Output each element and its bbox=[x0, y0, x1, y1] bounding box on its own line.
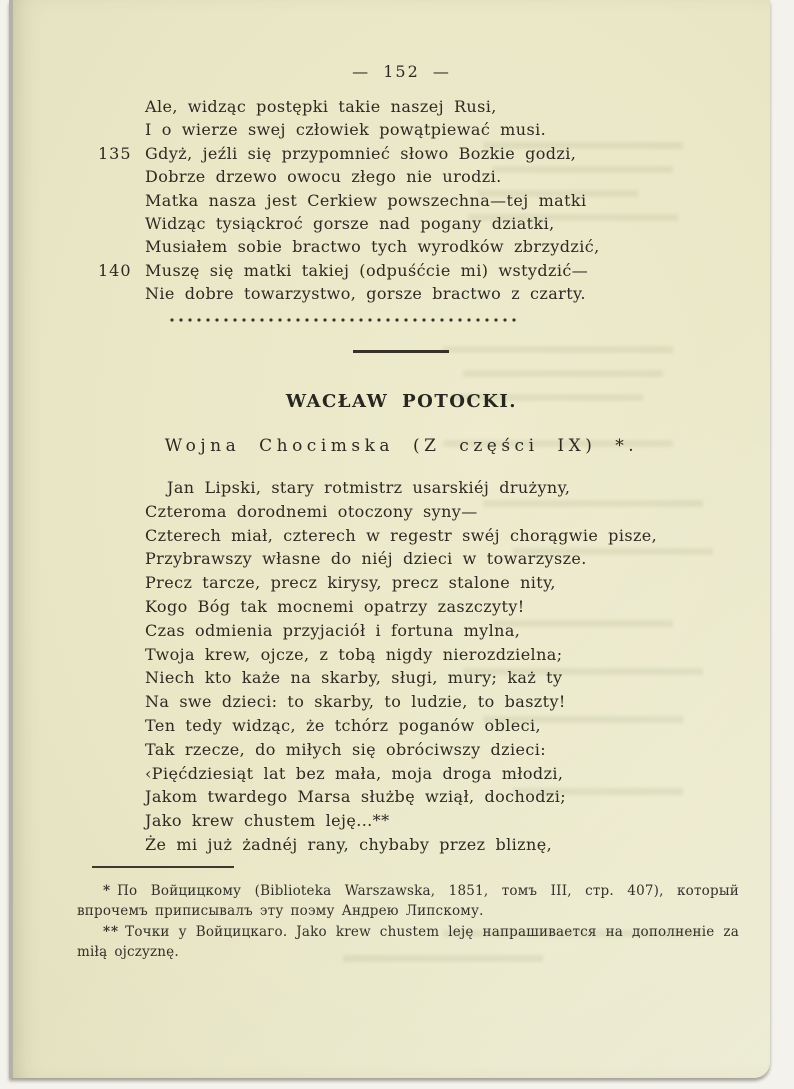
poem-line bbox=[145, 212, 600, 235]
poem-wojna-chocimska bbox=[145, 476, 657, 857]
page-number: — 152 — bbox=[352, 62, 451, 81]
poem-line-text: Twoja krew, ojcze, z tobą nigdy nierozdzielna; bbox=[145, 644, 563, 664]
poem-line-text: Czterech miał, czterech w regestr swéj chorągwie pisze, bbox=[145, 525, 658, 545]
poem-line bbox=[98, 259, 600, 282]
poem-line-text: Że mi już żadnéj rany, chybaby przez bliznę, bbox=[145, 834, 553, 854]
footnote bbox=[77, 922, 739, 963]
poem-line-text: Czteroma dorodnemi otoczony syny— bbox=[145, 501, 478, 521]
poem-line bbox=[145, 189, 600, 212]
poem-line-text: Widząc tysiąckroć gorsze nad pogany dziatki, bbox=[145, 214, 555, 234]
poem-line-text: Na swe dzieci: to skarby, to ludzie, to baszty! bbox=[145, 692, 566, 712]
poem-line-text: Czas odmienia przyjaciół i fortuna mylna, bbox=[145, 620, 521, 640]
poem-line-text: Precz tarcze, precz kirysy, precz stalone nity, bbox=[145, 573, 556, 593]
dotted-separator bbox=[170, 317, 520, 323]
footnote bbox=[77, 881, 739, 922]
poem-line-text: I o wierze swej człowiek powątpiewać musi. bbox=[145, 120, 547, 140]
poem-line-text: Jakom twardego Marsa służbę wziął, dochodzi; bbox=[145, 787, 567, 807]
poem-line-text: Jako krew chustem leję...** bbox=[145, 811, 390, 831]
poem-line bbox=[145, 235, 600, 258]
poem-line bbox=[145, 95, 600, 118]
poem-line bbox=[145, 118, 600, 141]
poem-first-excerpt bbox=[98, 95, 600, 306]
poem-line-text: Matka nasza jest Cerkiew powszechna—tej matki bbox=[145, 190, 587, 210]
poem-line-text: Kogo Bóg tak mocnemi opatrzy zaszczyty! bbox=[145, 596, 525, 616]
poem-line-text: Nie dobre towarzystwo, gorsze bractwo z czarty. bbox=[145, 284, 586, 304]
poem-line-text: Przybrawszy własne do niéj dzieci w towarzysze. bbox=[145, 549, 587, 569]
poem-line-text: Niech kto każe na skarby, sługi, mury; każ ty bbox=[145, 668, 563, 688]
book-page bbox=[9, 0, 770, 1078]
poem-line bbox=[145, 282, 600, 305]
poem-line-text: Dobrze drzewo owocu złego nie urodzi. bbox=[145, 167, 502, 187]
poem-line-text: Musiałem sobie bractwo tych wyrodków zbrzydzić, bbox=[145, 237, 600, 257]
poem-line-text: Ten tedy widząc, że tchórz poganów obleci, bbox=[145, 715, 541, 735]
footnote-text: Точки у Войцицкаго. Jako krew chustem leję напрашивается на дополненіе za miłą ojczyznę. bbox=[77, 923, 739, 960]
poem-line-text: Gdyż, jeźli się przypomnieć słowo Bozkie godzi, bbox=[145, 143, 577, 163]
verse-line-number: 135 bbox=[98, 143, 132, 163]
footnote-marker: ** bbox=[103, 923, 120, 940]
poem-line-text: ‹Pięćdziesiąt lat bez mała, moja droga młodzi, bbox=[145, 763, 564, 783]
poem-line bbox=[145, 165, 600, 188]
footnote-rule bbox=[92, 866, 234, 868]
poem-line bbox=[98, 142, 600, 165]
poem-title: Wojna Chocimska (Z części IX) *. bbox=[164, 436, 639, 456]
verse-line-number: 140 bbox=[98, 260, 132, 280]
poem-line-text: Muszę się matki takiej (odpuśćcie mi) wstydzić— bbox=[145, 260, 589, 280]
poem-line-text: Ale, widząc postępki takie naszej Rusi, bbox=[145, 97, 497, 116]
poem-line-text: Jan Lipski, stary rotmistrz usarskiéj drużyny, bbox=[167, 478, 571, 497]
footnote-marker: * bbox=[103, 883, 112, 899]
footnote-text: По Войцицкому (Biblioteka Warszawska, 1851, томъ III, стр. 407), который впрочемъ приписывалъ эту поэму Андрею Липскому. bbox=[77, 883, 739, 920]
author-heading: WACŁAW POTOCKI. bbox=[285, 391, 518, 412]
section-rule bbox=[353, 350, 449, 353]
poem-line-text: Tak rzecze, do miłych się obróciwszy dzieci: bbox=[145, 739, 547, 759]
footnotes bbox=[77, 881, 739, 962]
